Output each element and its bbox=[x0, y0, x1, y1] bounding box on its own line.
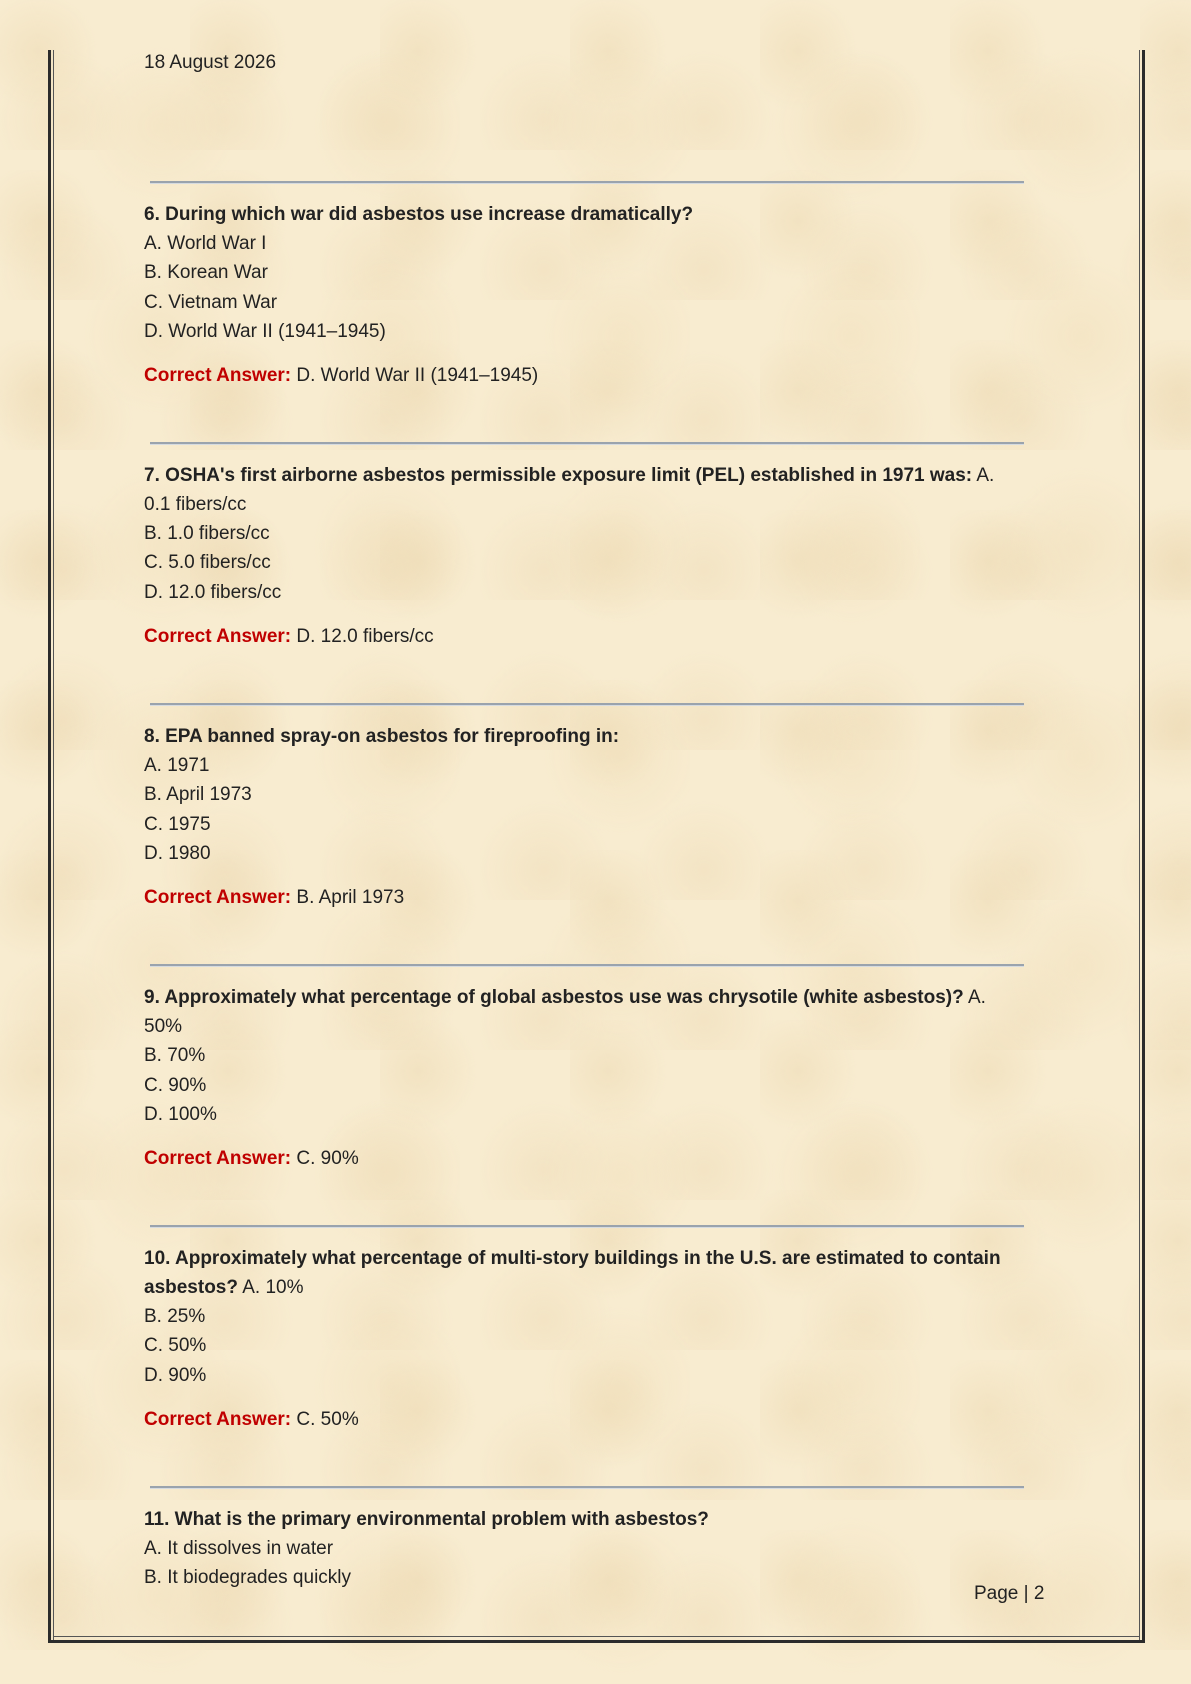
correct-answer-label: Correct Answer: bbox=[144, 887, 292, 909]
correct-answer bbox=[144, 883, 1024, 912]
answer-option: A. It dissolves in water bbox=[144, 1538, 334, 1560]
correct-answer bbox=[144, 361, 1024, 390]
question-block bbox=[144, 432, 1024, 651]
answer-option: D. 100% bbox=[144, 1103, 217, 1125]
correct-answer-value: B. April 1973 bbox=[296, 887, 405, 909]
answer-option: C. 5.0 fibers/cc bbox=[144, 552, 271, 574]
page-number: Page | 2 bbox=[974, 1583, 1045, 1604]
question-title: 9. Approximately what percentage of global asbestos use was chrysotile (white asbestos)? bbox=[144, 987, 964, 1009]
correct-answer bbox=[144, 1144, 1024, 1173]
page-border-right-inner bbox=[1139, 50, 1140, 1643]
question-text bbox=[144, 1244, 1024, 1302]
page-border-bottom bbox=[48, 1640, 1145, 1643]
page-border-bottom-inner bbox=[53, 1636, 1140, 1637]
question-text bbox=[144, 722, 1024, 751]
correct-answer-value: C. 90% bbox=[296, 1148, 359, 1170]
answer-option: D. World War II (1941–1945) bbox=[144, 320, 386, 342]
correct-answer bbox=[144, 1405, 1024, 1434]
question-block bbox=[144, 1215, 1024, 1434]
inline-option: A. 50% bbox=[144, 987, 986, 1038]
correct-answer-value: D. 12.0 fibers/cc bbox=[296, 626, 434, 648]
answer-option: C. 50% bbox=[144, 1335, 207, 1357]
question-title: 6. During which war did asbestos use increase dramatically? bbox=[144, 204, 694, 225]
answer-option: B. 70% bbox=[144, 1045, 206, 1067]
answer-option: B. 25% bbox=[144, 1306, 206, 1328]
correct-answer-label: Correct Answer: bbox=[144, 1148, 292, 1170]
answer-option: C. 90% bbox=[144, 1074, 207, 1096]
question-title: 10. Approximately what percentage of multi-story buildings in the U.S. are estimated to contain asbestos? bbox=[144, 1248, 1001, 1299]
inline-option: A. 10% bbox=[242, 1277, 304, 1299]
page-border-right bbox=[1142, 50, 1145, 1643]
answer-option: B. 1.0 fibers/cc bbox=[144, 523, 270, 545]
answer-option: B. April 1973 bbox=[144, 784, 252, 806]
page-border-left-inner bbox=[53, 50, 54, 1643]
question-block bbox=[144, 693, 1024, 912]
question-list bbox=[144, 171, 1024, 1593]
correct-answer-label: Correct Answer: bbox=[144, 1409, 292, 1431]
correct-answer bbox=[144, 622, 1024, 651]
header-date: 18 August 2026 bbox=[144, 52, 277, 73]
question-text bbox=[144, 983, 1024, 1041]
correct-answer-label: Correct Answer: bbox=[144, 365, 292, 387]
question-text bbox=[144, 461, 1024, 519]
question-text bbox=[144, 1505, 1024, 1534]
correct-answer-value: C. 50% bbox=[296, 1409, 359, 1431]
section-divider bbox=[150, 181, 1024, 183]
page-border-left bbox=[48, 50, 51, 1643]
section-divider bbox=[150, 1225, 1024, 1227]
section-divider bbox=[150, 442, 1024, 444]
question-block bbox=[144, 954, 1024, 1173]
answer-option: B. Korean War bbox=[144, 262, 268, 284]
section-divider bbox=[150, 703, 1024, 705]
answer-option: C. Vietnam War bbox=[144, 291, 278, 313]
question-title: 7. OSHA's first airborne asbestos permissible exposure limit (PEL) established in 1971 was: bbox=[144, 465, 973, 487]
answer-option: B. It biodegrades quickly bbox=[144, 1567, 352, 1589]
correct-answer-value: D. World War II (1941–1945) bbox=[296, 365, 539, 387]
answer-option: C. 1975 bbox=[144, 813, 211, 835]
question-title: 8. EPA banned spray-on asbestos for fireproofing in: bbox=[144, 726, 620, 748]
section-divider bbox=[150, 1486, 1024, 1488]
answer-option: A. 1971 bbox=[144, 755, 210, 777]
question-text bbox=[144, 200, 1024, 229]
inline-option: A. 0.1 fibers/cc bbox=[144, 465, 995, 516]
answer-option: D. 12.0 fibers/cc bbox=[144, 581, 282, 603]
section-divider bbox=[150, 964, 1024, 966]
correct-answer-label: Correct Answer: bbox=[144, 626, 292, 648]
answer-option: A. World War I bbox=[144, 233, 267, 254]
question-block bbox=[144, 171, 1024, 390]
answer-option: D. 1980 bbox=[144, 842, 211, 864]
answer-option: D. 90% bbox=[144, 1364, 207, 1386]
question-block bbox=[144, 1476, 1024, 1593]
question-title: 11. What is the primary environmental problem with asbestos? bbox=[144, 1509, 709, 1531]
